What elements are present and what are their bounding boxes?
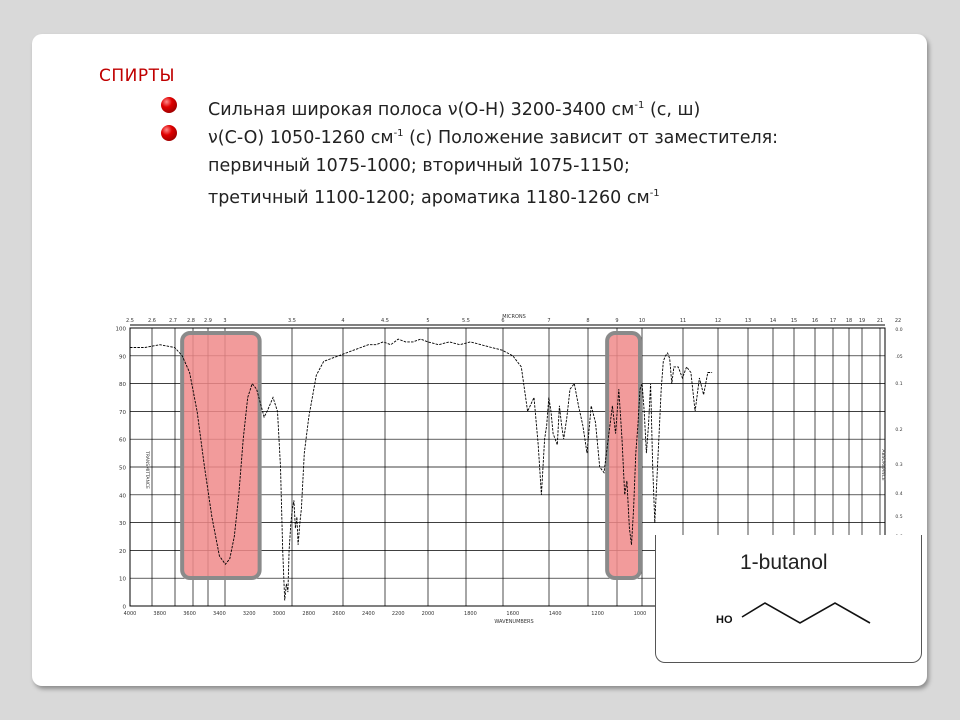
absorbance-tick-label-6: 0.5 — [895, 515, 903, 520]
x-tick-label-2200: 2200 — [391, 611, 405, 617]
x-tick-label-1000: 1000 — [633, 611, 647, 617]
x-tick-label-3600: 3600 — [183, 611, 196, 617]
micron-tick-label-14: 9 — [615, 318, 619, 324]
micron-tick-label-19: 14 — [769, 318, 777, 324]
micron-tick-label-22: 17 — [829, 318, 837, 324]
absorbance-tick-label-1: .05 — [895, 355, 903, 360]
bullet-2-line-2: первичный 1075-1000; вторичный 1075-1150; — [208, 155, 630, 176]
micron-tick-label-8: 4.5 — [381, 318, 389, 324]
y-axis-title: TRANSMITTANCE — [144, 451, 149, 489]
micron-tick-label-6: 3.5 — [288, 318, 296, 324]
y-tick-label-80: 80 — [119, 382, 126, 389]
micron-tick-label-24: 19 — [858, 318, 866, 324]
micron-tick-label-17: 12 — [714, 318, 722, 324]
x-tick-label-2000: 2000 — [421, 611, 435, 617]
y-tick-label-0: 0 — [122, 604, 126, 611]
absorbance-tick-label-4: 0.3 — [895, 463, 903, 468]
y-tick-label-20: 20 — [119, 548, 126, 555]
x-tick-label-2400: 2400 — [362, 611, 375, 617]
x-tick-label-3800: 3800 — [153, 611, 167, 617]
x-tick-label-3200: 3200 — [242, 611, 256, 617]
micron-tick-label-0: 2.5 — [126, 318, 134, 324]
micron-tick-label-25: 21 — [876, 318, 884, 324]
molecule-name: 1-butanol — [740, 551, 828, 574]
x-tick-label-1800: 1800 — [464, 611, 477, 617]
micron-tick-label-23: 18 — [845, 318, 853, 324]
micron-tick-label-4: 2.9 — [204, 318, 212, 324]
micron-tick-label-5: 3 — [223, 318, 227, 324]
y-tick-label-30: 30 — [119, 521, 126, 528]
micron-tick-label-20: 15 — [790, 318, 798, 324]
micron-tick-label-21: 16 — [811, 318, 819, 324]
hydroxyl-label: HO — [716, 614, 733, 626]
micron-tick-label-7: 4 — [341, 318, 345, 324]
absorbance-tick-label-0: 0.0 — [895, 328, 903, 333]
bullet-2-line-3: третичный 1100-1200; ароматика 1180-1260 $см^{-1}$ — [208, 187, 660, 208]
x-tick-label-1600: 1600 — [506, 611, 520, 617]
micron-tick-label-11: 6 — [501, 318, 505, 324]
micron-tick-label-16: 11 — [679, 318, 687, 324]
absorbance-tick-label-3: 0.2 — [895, 428, 903, 433]
micron-tick-label-10: 5.5 — [462, 318, 470, 324]
y-tick-label-90: 90 — [119, 354, 126, 361]
micron-tick-label-1: 2.6 — [148, 318, 156, 324]
micron-tick-label-18: 13 — [744, 318, 752, 324]
absorbance-tick-label-2: 0.1 — [895, 382, 903, 387]
x-tick-label-1400: 1400 — [548, 611, 562, 617]
y-tick-label-10: 10 — [119, 576, 126, 583]
x-tick-label-4000: 4000 — [123, 611, 137, 617]
absorbance-tick-label-5: 0.4 — [895, 492, 903, 497]
x-axis-title: WAVENUMBERS — [494, 619, 534, 625]
micron-tick-label-9: 5 — [426, 318, 430, 324]
y-tick-label-100: 100 — [115, 326, 126, 333]
micron-tick-label-12: 7 — [547, 318, 551, 324]
bullet-1-line-1: Сильная широкая полоса ν(O-H) 3200-3400 $см^{-1}$ (с, ш) — [208, 99, 701, 120]
micron-tick-label-15: 10 — [638, 318, 646, 324]
micron-tick-label-3: 2.8 — [187, 318, 195, 324]
micron-axis-title: MICRONS — [502, 314, 526, 320]
slide-title: СПИРТЫ — [99, 66, 176, 86]
micron-tick-label-26: 22 — [894, 318, 902, 324]
micron-tick-label-2: 2.7 — [169, 318, 177, 324]
x-tick-label-2600: 2600 — [332, 611, 345, 617]
x-tick-label-3400: 3400 — [213, 611, 226, 617]
y-tick-label-60: 60 — [119, 437, 126, 444]
butyl-chain-bonds — [742, 603, 870, 623]
x-tick-label-2800: 2800 — [302, 611, 316, 617]
x-tick-label-1200: 1200 — [591, 611, 604, 617]
bullet-2-line-1: ν(C-O) 1050-1260 $см^{-1}$ (с) Положение зависит от заместителя: — [208, 127, 779, 148]
y-tick-label-50: 50 — [119, 465, 126, 472]
micron-tick-label-13: 8 — [586, 318, 590, 324]
x-tick-label-3000: 3000 — [272, 611, 286, 617]
absorbance-axis-title: ABSORBANCE — [880, 449, 885, 481]
y-tick-label-70: 70 — [119, 409, 126, 416]
y-tick-label-40: 40 — [119, 493, 126, 500]
